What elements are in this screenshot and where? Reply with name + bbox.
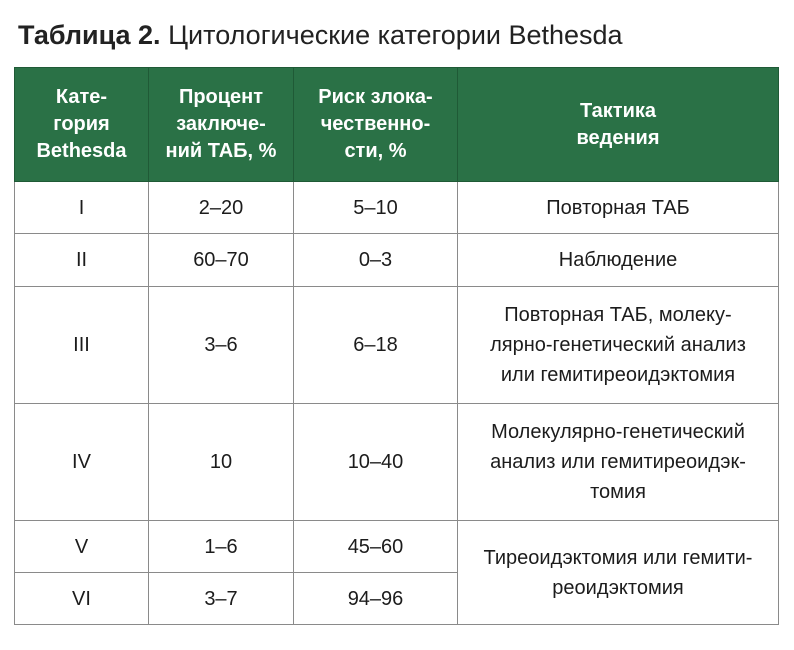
header-category: Кате- гория Bethesda xyxy=(15,68,149,182)
cell-tactic: Наблюдение xyxy=(458,234,779,287)
cell-risk: 94–96 xyxy=(294,573,458,625)
table-row xyxy=(15,404,779,521)
cell-risk: 6–18 xyxy=(294,287,458,404)
header-row xyxy=(15,68,779,182)
cell-category: IV xyxy=(15,404,149,521)
cell-tactic-merged: Тиреоидэктомия или гемити- реоидэктомия xyxy=(458,521,779,625)
table-number-label: Таблица 2. xyxy=(18,20,161,50)
cell-percent: 1–6 xyxy=(149,521,294,573)
table-title xyxy=(18,18,623,52)
cell-risk: 45–60 xyxy=(294,521,458,573)
cell-category: II xyxy=(15,234,149,287)
cell-tactic: Повторная ТАБ, молеку- лярно-генетический анализ или гемитиреоидэктомия xyxy=(458,287,779,404)
cell-percent: 3–7 xyxy=(149,573,294,625)
table-row xyxy=(15,287,779,404)
cell-percent: 3–6 xyxy=(149,287,294,404)
bethesda-table xyxy=(14,67,779,625)
cell-category: I xyxy=(15,182,149,234)
cell-percent: 60–70 xyxy=(149,234,294,287)
header-risk: Риск злока- чественно- сти, % xyxy=(294,68,458,182)
cell-tactic: Молекулярно-генетический анализ или гемитиреоидэк- томия xyxy=(458,404,779,521)
cell-percent: 10 xyxy=(149,404,294,521)
table-caption: Цитологические категории Bethesda xyxy=(168,20,623,50)
table-row xyxy=(15,182,779,234)
cell-category: VI xyxy=(15,573,149,625)
header-percent: Процент заключе- ний ТАБ, % xyxy=(149,68,294,182)
cell-percent: 2–20 xyxy=(149,182,294,234)
cell-risk: 5–10 xyxy=(294,182,458,234)
cell-risk: 0–3 xyxy=(294,234,458,287)
cell-risk: 10–40 xyxy=(294,404,458,521)
table-row xyxy=(15,521,779,573)
header-tactic: Тактика ведения xyxy=(458,68,779,182)
cell-category: III xyxy=(15,287,149,404)
cell-tactic: Повторная ТАБ xyxy=(458,182,779,234)
table-row xyxy=(15,234,779,287)
cell-category: V xyxy=(15,521,149,573)
